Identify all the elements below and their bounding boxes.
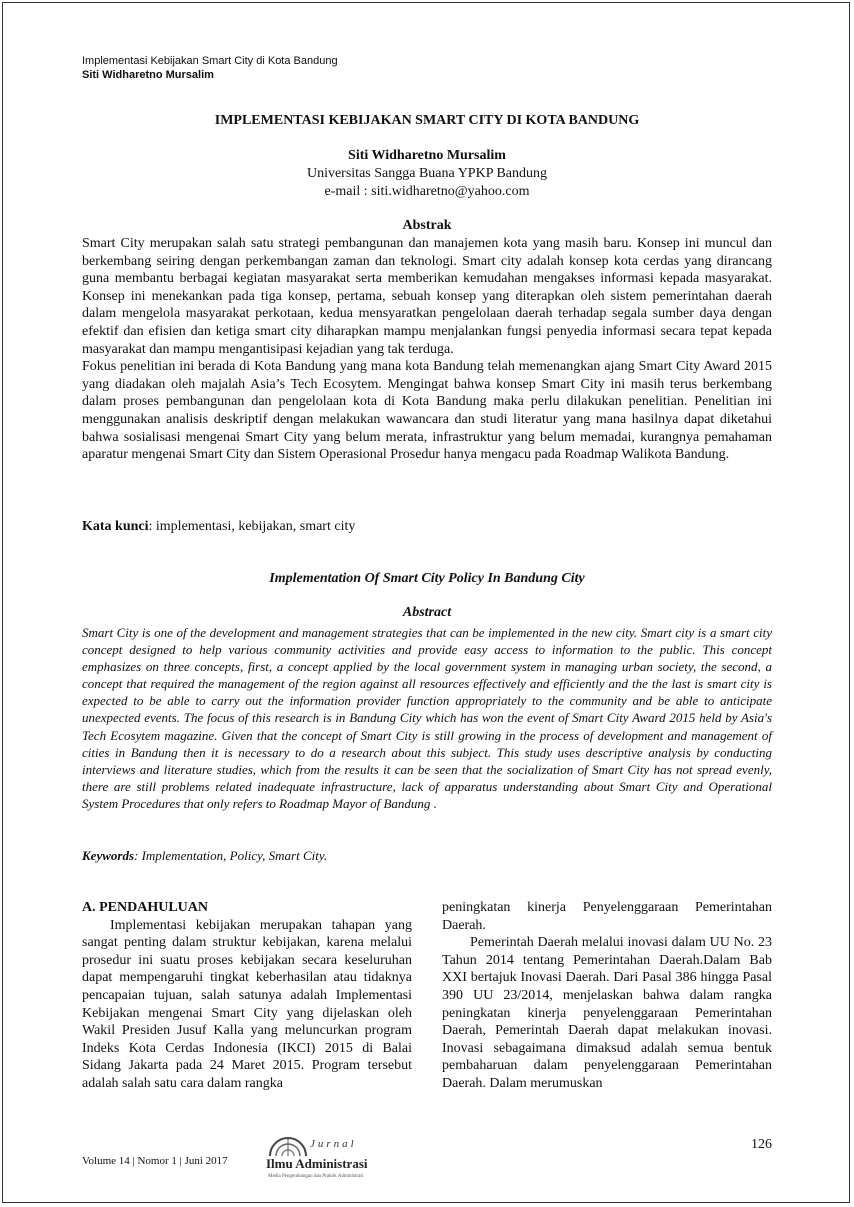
left-paragraph: Implementasi kebijakan merupakan tahapan yang sangat penting dalam struktur kebijakan, karena melalui prosedur ini suatu proses kebijakan secara keseluruhan dapat mempengaruhi tingkat keberhasilan atau tidaknya pencapaian tujuan, salah satunya adalah Implementasi Kebijakan mengenai Smart City yang dijelaskan oleh Wakil Presiden Jusuf Kalla yang meluncurkan program Indeks Kota Cerdas Indonesia (IKCI) 2015 di Balai Sidang Jakarta pada 24 Maret 2015. Program tersebut adalah salah satu cara dalam rangka xyxy=(82,917,412,1091)
running-head-author: Siti Widharetno Mursalim xyxy=(82,69,214,81)
right-continuation: peningkatan kinerja Penyelenggaraan Pemerintahan Daerah. xyxy=(442,900,772,933)
keywords-label: Keywords xyxy=(82,848,134,863)
abstrak-paragraph-1: Smart City merupakan salah satu strategi pembangunan dan manajemen kota yang masih baru. Konsep ini muncul dan berkembang seiring dengan perkembangan zaman dan teknologi. Smart city adalah konsep kota cerdas yang dirancang guna membantu berbagai kegiatan masyarakat serta memberikan kemudahan mengakses informasi kepada masyarakat. Konsep ini menekankan pada tiga konsep, pertama, sebuah konsep yang diterapkan oleh sistem pemerintahan daerah dalam mengelola masyarakat perkotaan, kedua mensyaratkan pengelolaan daerah terhadap segala sumber daya dengan efektif dan efisien dan ketiga smart city diharapkan mampu menjalankan fungsi penyedia informasi secara tepat kepada masyarakat dan mampu mengantisipasi kejadian yang tak terduga. xyxy=(82,236,772,357)
globe-icon xyxy=(266,1134,310,1158)
left-column xyxy=(82,899,412,1093)
journal-logo xyxy=(266,1134,366,1182)
running-head-title: Implementasi Kebijakan Smart City di Kota Bandung xyxy=(82,55,338,67)
right-paragraph: Pemerintah Daerah melalui inovasi dalam UU No. 23 Tahun 2014 tentang Pemerintahan Daerah.Dalam Bab XXI bertajuk Inovasi Daerah. Dari Pasal 386 hingga Pasal 390 UU 23/2014, menjelaskan bahwa dalam rangka peningkatan kinerja penyelenggaraan Pemerintahan Daerah, Pemerintah Daerah dapat melakukan inovasi. Inovasi sebagaimana dimaksud adalah semua bentuk pembaharuan dalam penyelenggaraan Pemerintahan Daerah. Dalam merumuskan xyxy=(442,935,772,1091)
kata-kunci xyxy=(82,519,772,535)
author-block xyxy=(82,147,772,201)
abstract-heading: Abstract xyxy=(402,605,452,620)
keywords xyxy=(82,848,772,864)
paper-title: IMPLEMENTASI KEBIJAKAN SMART CITY DI KOTA BANDUNG xyxy=(214,113,640,128)
kata-kunci-label: Kata kunci xyxy=(82,519,149,534)
running-head xyxy=(82,54,338,82)
kata-kunci-values: : implementasi, kebijakan, smart city xyxy=(148,519,356,534)
logo-sub-text: Media Pengembangan dan Praktik Administrasi xyxy=(268,1174,364,1179)
author-affiliation: Universitas Sangga Buana YPKP Bandung xyxy=(306,166,548,181)
volume-info: Volume 14 | Nomor 1 | Juni 2017 xyxy=(82,1155,228,1167)
section-heading: A. PENDAHULUAN xyxy=(82,900,208,915)
abstrak-heading: Abstrak xyxy=(402,218,452,233)
abstract-body: Smart City is one of the development and management strategies that can be implemented in the new city. Smart city is a smart city concept designed to help various community activities and provide easy access to information to the public. This concept emphasizes on three concepts, first, a concept applied by the local government system in managing urban society, the second, a concept that required the management of the region against all resources effectively and efficiently and the the last is smart city is expected to be able to carry out the information provider function appropriately to the community and be able to anticipate unexpected events. The focus of this research is in Bandung City which has won the event of Smart City Award 2015 held by Asia's Tech Ecosytem magazine. Given that the concept of Smart City is still growing in the process of development and management of cities in Bandung then it is necessary to do a research about this subject. This study uses descriptive analysis by conducting interviews and literature studies, which from the results it can be seen that the socialization of Smart City has not spread evenly, there are still problems related inadequate infrastructure, lack of apparatus understanding about Smart City and Operational System Procedures that only refers to Roadmap Mayor of Bandung . xyxy=(82,625,772,811)
right-column xyxy=(442,899,772,1093)
author-email: e-mail : siti.widharetno@yahoo.com xyxy=(324,184,530,199)
page-number: 126 xyxy=(751,1137,772,1152)
logo-main-text: Ilmu Administrasi xyxy=(266,1156,368,1171)
logo-top-text: Jurnal xyxy=(310,1138,357,1150)
author-name: Siti Widharetno Mursalim xyxy=(348,148,506,163)
abstrak-body xyxy=(82,235,772,464)
abstrak-paragraph-2: Fokus penelitian ini berada di Kota Bandung yang mana kota Bandung telah memenangkan ajang Smart City Award 2015 yang diadakan oleh majalah Asia’s Tech Ecosytem. Mengingat bahwa konsep Smart City ini masih terus berkembang dalam proses pembangunan dan pengelolaan kota di Kota Bandung maka perlu dilakukan penelitian. Penelitian ini menggunakan analisis deskriptif dengan melakukan wawancara dan studi literatur yang mana hasilnya dapat diketahui bahwa sosialisasi mengenai Smart City yang belum merata, infrastruktur yang belum memadai, kurangnya pemahaman aparatur mengenai Smart City dan Sistem Operasional Prosedur hanya mengacu pada Roadmap Walikota Bandung. xyxy=(82,359,772,463)
keywords-values: : Implementation, Policy, Smart City. xyxy=(134,848,328,863)
english-title: Implementation Of Smart City Policy In Bandung City xyxy=(269,571,585,586)
